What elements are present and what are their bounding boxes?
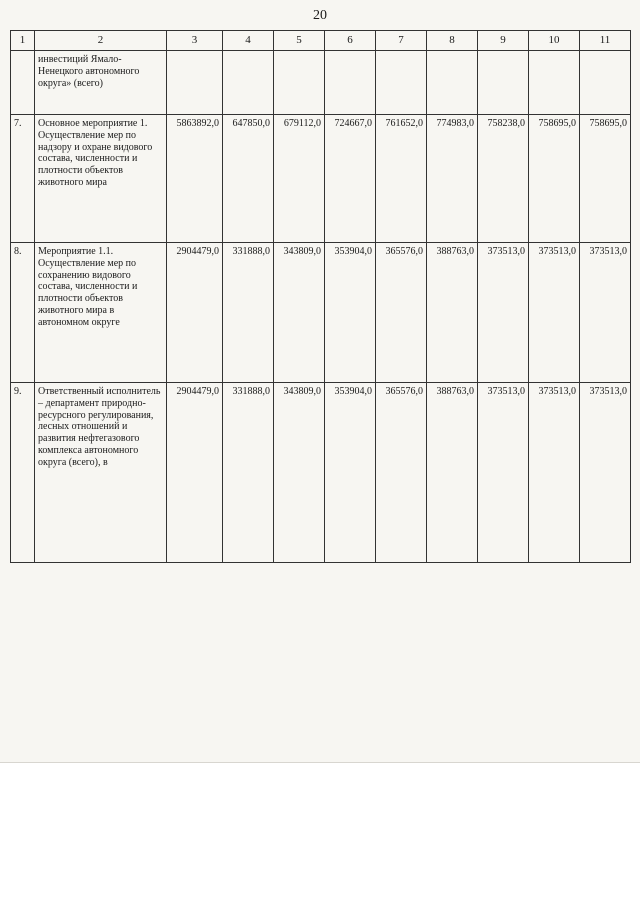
row-value: 365576,0 <box>376 242 427 382</box>
table-header-row <box>11 31 631 51</box>
row-name: инвестиций Ямало-Ненецкого автономного округа» (всего) <box>35 50 167 114</box>
table-row <box>11 242 631 382</box>
row-value: 331888,0 <box>223 382 274 562</box>
column-header: 10 <box>529 31 580 51</box>
row-value: 373513,0 <box>580 242 631 382</box>
row-value <box>427 50 478 114</box>
column-header: 2 <box>35 31 167 51</box>
row-value <box>274 50 325 114</box>
row-value: 343809,0 <box>274 382 325 562</box>
row-number: 9. <box>11 382 35 562</box>
row-number: 7. <box>11 114 35 242</box>
row-name: Мероприятие 1.1. Осуществление мер по сохранению видового состава, численности и плотности объектов животного мира в автономном округе <box>35 242 167 382</box>
table-row <box>11 382 631 562</box>
row-value <box>478 50 529 114</box>
row-value: 724667,0 <box>325 114 376 242</box>
row-value: 758695,0 <box>529 114 580 242</box>
row-value: 373513,0 <box>478 382 529 562</box>
row-value: 758238,0 <box>478 114 529 242</box>
row-value <box>529 50 580 114</box>
row-value: 353904,0 <box>325 242 376 382</box>
row-value: 388763,0 <box>427 382 478 562</box>
column-header: 6 <box>325 31 376 51</box>
table-row <box>11 114 631 242</box>
row-number: 8. <box>11 242 35 382</box>
row-value <box>223 50 274 114</box>
table-row <box>11 50 631 114</box>
row-value: 373513,0 <box>580 382 631 562</box>
row-value: 373513,0 <box>478 242 529 382</box>
row-value: 5863892,0 <box>167 114 223 242</box>
row-value: 679112,0 <box>274 114 325 242</box>
column-header: 9 <box>478 31 529 51</box>
column-header: 3 <box>167 31 223 51</box>
row-value: 331888,0 <box>223 242 274 382</box>
column-header: 1 <box>11 31 35 51</box>
column-header: 7 <box>376 31 427 51</box>
row-value <box>325 50 376 114</box>
column-header: 5 <box>274 31 325 51</box>
row-value: 758695,0 <box>580 114 631 242</box>
row-number <box>11 50 35 114</box>
column-header: 4 <box>223 31 274 51</box>
page-number: 20 <box>313 8 327 23</box>
row-value <box>167 50 223 114</box>
row-value <box>580 50 631 114</box>
row-value: 774983,0 <box>427 114 478 242</box>
row-value <box>376 50 427 114</box>
row-value: 373513,0 <box>529 382 580 562</box>
budget-table <box>10 30 631 563</box>
column-header: 11 <box>580 31 631 51</box>
row-value: 2904479,0 <box>167 242 223 382</box>
row-value: 2904479,0 <box>167 382 223 562</box>
row-value: 365576,0 <box>376 382 427 562</box>
row-value: 353904,0 <box>325 382 376 562</box>
row-value: 373513,0 <box>529 242 580 382</box>
row-name: Ответственный исполнитель – департамент природно-ресурсного регулирования, лесных отношений и развития нефтегазового комплекса автономного округа (всего), в <box>35 382 167 562</box>
row-value: 388763,0 <box>427 242 478 382</box>
row-value: 343809,0 <box>274 242 325 382</box>
row-name: Основное мероприятие 1. Осуществление мер по надзору и охране видового состава, численности и плотности объектов животного мира <box>35 114 167 242</box>
row-value: 761652,0 <box>376 114 427 242</box>
row-value: 647850,0 <box>223 114 274 242</box>
column-header: 8 <box>427 31 478 51</box>
